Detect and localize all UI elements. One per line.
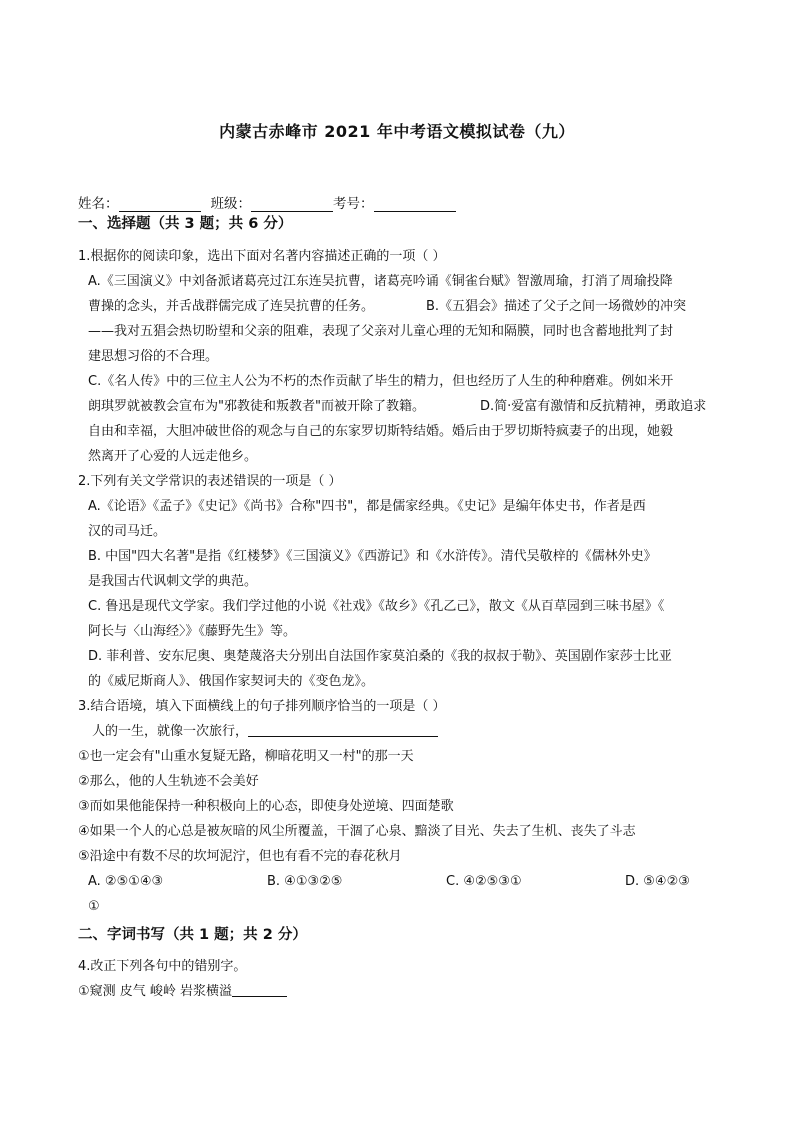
question-1-option-d: D.简·爱富有激情和反抗精神，勇敢追求 [480,399,707,414]
question-3-sentence-4: ④如果一个人的心总是被灰暗的风尘所覆盖，干涸了心泉、黯淡了目光、失去了生机、丧失了斗志 [78,824,636,839]
question-3-answer-blank[interactable] [248,724,438,737]
question-1-stem: 1.根据你的阅读印象，选出下面对名著内容描述正确的一项（ ） [78,249,446,264]
question-1-option-a: A.《三国演义》中刘备派诸葛亮过江东连吴抗曹，诸葛亮吟诵《铜雀台赋》智激周瑜，打消了周瑜投降 [88,274,673,289]
question-1-option-b: B.《五猖会》描述了父子之间一场微妙的冲突 [426,299,687,314]
question-2-option-d: D. 菲利普、安东尼奥、奥楚蔑洛夫分别出自法国作家莫泊桑的《我的叔叔于勒》、英国剧作家莎士比亚 [88,649,672,664]
question-4-answer-blank[interactable] [232,984,287,997]
question-3-option-c[interactable]: C. ④②⑤③① [446,874,522,889]
exam-no-blank[interactable] [374,197,456,212]
question-1-text-line: 然离开了心爱的人远走他乡。 [88,449,258,464]
question-3-sentence-3: ③而如果他能保持一种积极向上的心态，即使身处逆境、四面楚歌 [78,799,454,814]
name-blank[interactable] [119,197,201,212]
name-label: 姓名： [78,196,119,212]
question-2-text-line: 阿长与〈山海经〉》《藤野先生》等。 [88,624,297,639]
question-1-text-line: 建思想习俗的不合理。 [88,349,219,364]
question-3-option-d-wrap: ① [88,899,100,914]
question-2-text-line: 的《威尼斯商人》、俄国作家契诃夫的《变色龙》。 [88,674,375,689]
exam-no-label: 考号： [333,196,374,212]
question-1-text-line: 曹操的念头，并舌战群儒完成了连吴抗曹的任务。 [88,299,375,314]
class-label: 班级： [210,196,251,212]
class-blank[interactable] [251,197,333,212]
student-info-row [78,192,456,212]
question-4-item-1-text: ①窥测 皮气 峻岭 岩浆横溢 [78,984,233,999]
question-2-option-a: A.《论语》《孟子》《史记》《尚书》合称"四书"，都是儒家经典。《史记》是编年体史书，作者是西 [88,499,646,514]
question-4-item-1 [78,983,287,1001]
question-1-option-c: C.《名人传》中的三位主人公为不朽的杰作贡献了毕生的精力，但也经历了人生的种种磨难。例如米开 [88,374,674,389]
question-3-lead [92,723,438,741]
page-title: 内蒙古赤峰市 2021 年中考语文模拟试卷（九） [219,122,575,141]
question-3-lead-text: 人的一生，就像一次旅行， [92,724,249,739]
question-2-option-b: B. 中国"四大名著"是指《红楼梦》《三国演义》《西游记》和《水浒传》。清代吴敬梓的《儒林外史》 [88,549,657,564]
question-2-stem: 2.下列有关文学常识的表述错误的一项是（ ） [78,474,342,489]
question-3-stem: 3.结合语境，填入下面横线上的句子排列顺序恰当的一项是（ ） [78,699,446,714]
question-3-sentence-5: ⑤沿途中有数不尽的坎坷泥泞，但也有看不完的春花秋月 [78,849,402,864]
question-3-option-a[interactable]: A. ②⑤①④③ [88,874,164,889]
question-1-text-line: 朗琪罗就被教会宣布为"邪教徒和叛教者"而被开除了教籍。 [88,399,425,414]
question-1-text-line: ——我对五猖会热切盼望和父亲的阻难，表现了父亲对儿童心理的无知和隔膜，同时也含蓄地批判了封 [88,324,674,339]
question-3-sentence-2: ②那么，他的人生轨迹不会美好 [78,774,259,789]
question-2-option-c: C. 鲁迅是现代文学家。我们学过他的小说《社戏》《故乡》《孔乙己》，散文《从百草园到三味书屋》《 [88,599,665,614]
question-4-stem: 4.改正下列各句中的错别字。 [78,959,247,974]
section-heading-choice: 一、选择题（共 3 题；共 6 分） [78,216,293,232]
question-1-text-line: 自由和幸福，大胆冲破世俗的观念与自己的东家罗切斯特结婚。婚后由于罗切斯特疯妻子的出现，她毅 [88,424,674,439]
question-3-option-b[interactable]: B. ④①③②⑤ [267,874,343,889]
question-2-text-line: 汉的司马迁。 [88,524,167,539]
question-3-sentence-1: ①也一定会有"山重水复疑无路，柳暗花明又一村"的那一天 [78,749,414,764]
question-3-option-d[interactable]: D. ⑤④②③ [625,874,690,889]
section-heading-writing: 二、字词书写（共 1 题；共 2 分） [78,927,307,943]
question-2-text-line: 是我国古代讽刺文学的典范。 [88,574,258,589]
